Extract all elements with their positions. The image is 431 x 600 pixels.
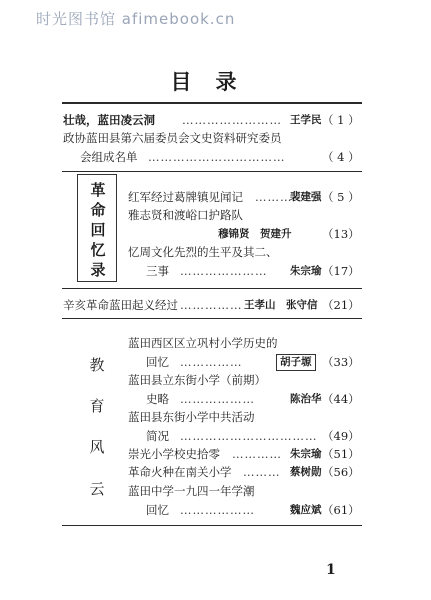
toc-entry-title: 雅志贤和渡峪口护路队 <box>128 208 243 222</box>
toc-entry-page: （44） <box>322 392 360 406</box>
section-rule <box>62 288 362 289</box>
section-label-char: 忆 <box>90 241 106 259</box>
section-label-char: 云 <box>89 480 105 498</box>
toc-leader: ………… <box>232 447 282 461</box>
section-label-char: 回 <box>90 221 106 239</box>
page-number: 1 <box>326 562 336 578</box>
toc-entry-author: 胡子塬 <box>276 354 316 371</box>
toc-entry-title: 革命火种在南关小学 <box>128 465 232 479</box>
toc-leader: …………………… <box>182 113 282 127</box>
toc-leader: …………………………… <box>148 150 286 164</box>
toc-entry-page: （21） <box>322 298 360 312</box>
section-label-char: 命 <box>90 201 106 219</box>
toc-entry-author: 裴建强 <box>290 191 322 203</box>
toc-entry-author: 蔡树勋 <box>290 466 322 478</box>
section-label-char: 教 <box>89 356 105 374</box>
toc-entry-title: 蓝田西区区立巩村小学历史的 <box>128 336 278 350</box>
toc-entry-title: 蓝田中学一九四一年学潮 <box>128 484 255 498</box>
toc-entry-page: （17） <box>322 264 360 278</box>
toc-entry-page: （ 1 ） <box>322 113 360 127</box>
toc-entry-title-cont: 会组成名单 <box>80 150 138 164</box>
section-rule <box>62 171 362 172</box>
toc-leader: …………… <box>180 355 243 369</box>
toc-leader: …………………………… <box>180 429 318 443</box>
toc-entry-page: （51） <box>322 447 360 461</box>
toc-entry-title: 崇光小学校史拾零 <box>128 447 220 461</box>
bottom-rule <box>62 525 362 526</box>
toc-entry-title: 蓝田县东街小学中共活动 <box>128 410 255 424</box>
toc-entry-title: 政协蓝田县第六届委员会文史资料研究委员 <box>63 131 282 145</box>
toc-entry-title: 辛亥革命蓝田起义经过 <box>63 298 178 312</box>
section-label-char: 录 <box>90 261 106 279</box>
toc-entry-title-cont: 简况 <box>146 429 169 443</box>
toc-entry-author: 朱宗瑜 <box>290 265 322 277</box>
section-label-char: 风 <box>89 438 105 456</box>
section-label-char: 革 <box>90 181 106 199</box>
toc-leader: ………………… <box>180 264 268 278</box>
toc-entry-title: 忆周文化先烈的生平及其二、 <box>128 245 278 259</box>
page-title: 目录 <box>170 69 261 94</box>
toc-entry-title: 蓝田县立东街小学（前期） <box>128 373 266 387</box>
watermark: 时光图书馆 afimebook.cn <box>36 10 236 28</box>
toc-entry-author: 朱宗瑜 <box>290 448 322 460</box>
toc-entry-author: 穆锦贤 贺建升 <box>218 228 292 240</box>
toc-leader: ……………… <box>180 392 255 406</box>
toc-entry-author: 陈治华 <box>290 393 322 405</box>
toc-entry-page: （13） <box>322 227 360 241</box>
toc-entry-author: 魏应斌 <box>290 504 322 516</box>
toc-leader: ……………… <box>180 503 255 517</box>
toc-entry-author: 王孝山 张守信 <box>244 299 318 311</box>
toc-entry-author: 王学民 <box>290 114 322 126</box>
toc-entry-page: （49） <box>322 429 360 443</box>
toc-entry-title-cont: 回忆 <box>146 503 169 517</box>
section-rule <box>62 318 362 319</box>
toc-entry-page: （ 5 ） <box>322 190 360 204</box>
toc-entry-page: （61） <box>322 503 360 517</box>
toc-entry-title-cont: 回忆 <box>146 355 169 369</box>
section-label-box <box>77 174 117 282</box>
toc-leader: ……… <box>243 465 281 479</box>
toc-entry-title-cont: 史略 <box>146 392 169 406</box>
toc-entry-page: （56） <box>322 465 360 479</box>
toc-entry-page: （ 4 ） <box>322 150 360 164</box>
toc-entry-title: 红军经过葛牌镇见闻记 <box>128 190 243 204</box>
top-rule <box>62 102 362 104</box>
toc-leader: ……… <box>255 190 293 204</box>
toc-leader: …………… <box>180 298 243 312</box>
toc-entry-title: 壮哉，蓝田凌云洞 <box>63 113 155 127</box>
section-label-char: 育 <box>89 397 105 415</box>
toc-entry-title-cont: 三事 <box>146 264 169 278</box>
toc-entry-page: （33） <box>322 355 360 369</box>
